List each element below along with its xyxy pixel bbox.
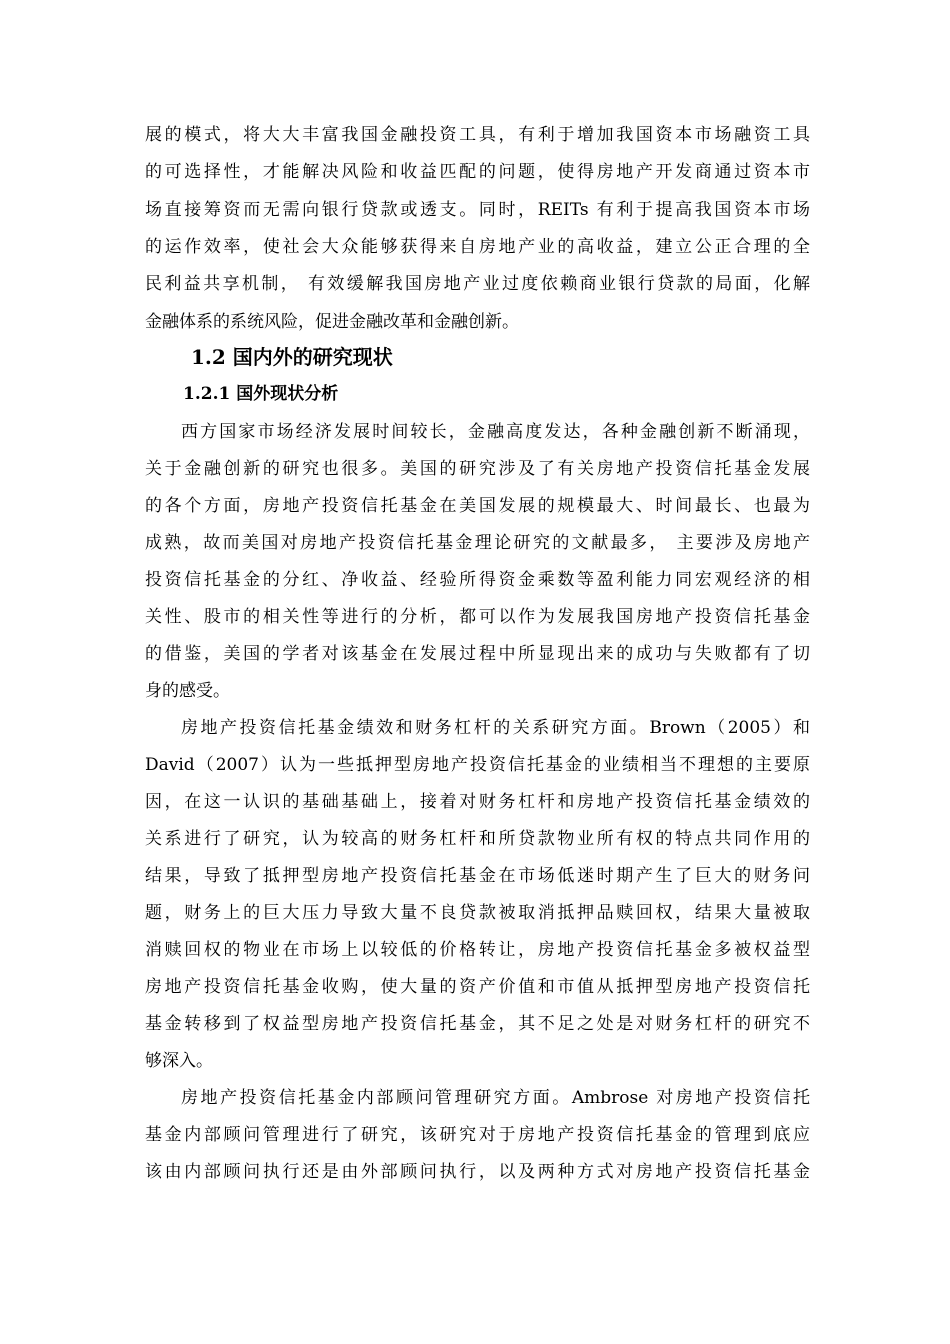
intro-line-3: 场直接筹资而无需向银行贷款或透支。同时，REITs 有利于提高我国资本市场 [145,200,810,220]
para2-line-10: 够深入。 [145,1051,213,1071]
intro-line-1: 展的模式，将大大丰富我国金融投资工具，有利于增加我国资本市场融资工具 [145,125,810,145]
para1-line-1: 西方国家市场经济发展时间较长，金融高度发达，各种金融创新不断涌现， [181,422,810,442]
para3-line-2: 基金内部顾问管理进行了研究，该研究对于房地产投资信托基金的管理到底应 [145,1125,810,1145]
para2-line-6: 题，财务上的巨大压力导致大量不良贷款被取消抵押品赎回权，结果大量被取 [145,903,810,923]
intro-line-2: 的可选择性，才能解决风险和收益匹配的问题，使得房地产开发商通过资本市 [145,162,810,182]
section-heading: 1.2 国内外的研究现状 [191,345,393,369]
intro-line-6: 金融体系的系统风险，促进金融改革和金融创新。 [145,312,519,332]
intro-line-4: 的运作效率，使社会大众能够获得来自房地产业的高收益，建立公正合理的全 [145,237,810,257]
para2-line-9: 基金转移到了权益型房地产投资信托基金，其不足之处是对财务杠杆的研究不 [145,1014,810,1034]
para1-line-8: 身的感受。 [145,681,230,701]
para2-line-8: 房地产投资信托基金收购，使大量的资产价值和市值从抵押型房地产投资信托 [145,977,810,997]
para2-line-7: 消赎回权的物业在市场上以较低的价格转让，房地产投资信托基金多被权益型 [145,940,810,960]
para2-line-1: 房地产投资信托基金绩效和财务杠杆的关系研究方面。Brown（2005）和 [181,718,810,738]
para2-line-3: 因，在这一认识的基础基础上，接着对财务杠杆和房地产投资信托基金绩效的 [145,792,810,812]
para1-line-5: 投资信托基金的分红、净收益、经验所得资金乘数等盈利能力同宏观经济的相 [145,570,810,590]
para1-line-4: 成熟，故而美国对房地产投资信托基金理论研究的文献最多， 主要涉及房地产 [145,533,810,553]
intro-line-5: 民利益共享机制， 有效缓解我国房地产业过度依赖商业银行贷款的局面，化解 [145,274,810,294]
para2-line-2: David（2007）认为一些抵押型房地产投资信托基金的业绩相当不理想的主要原 [145,755,810,775]
para1-line-2: 关于金融创新的研究也很多。美国的研究涉及了有关房地产投资信托基金发展 [145,459,810,479]
para1-line-6: 关性、股市的相关性等进行的分析，都可以作为发展我国房地产投资信托基金 [145,607,810,627]
para3-line-1: 房地产投资信托基金内部顾问管理研究方面。Ambrose 对房地产投资信托 [181,1088,810,1108]
para1-line-3: 的各个方面，房地产投资信托基金在美国发展的规模最大、时间最长、也最为 [145,496,810,516]
para3-line-3: 该由内部顾问执行还是由外部顾问执行，以及两种方式对房地产投资信托基金 [145,1162,810,1182]
para2-line-4: 关系进行了研究，认为较高的财务杠杆和所贷款物业所有权的特点共同作用的 [145,829,810,849]
subsection-heading: 1.2.1 国外现状分析 [183,384,339,404]
para1-line-7: 的借鉴，美国的学者对该基金在发展过程中所显现出来的成功与失败都有了切 [145,644,810,664]
para2-line-5: 结果，导致了抵押型房地产投资信托基金在市场低迷时期产生了巨大的财务问 [145,866,810,886]
